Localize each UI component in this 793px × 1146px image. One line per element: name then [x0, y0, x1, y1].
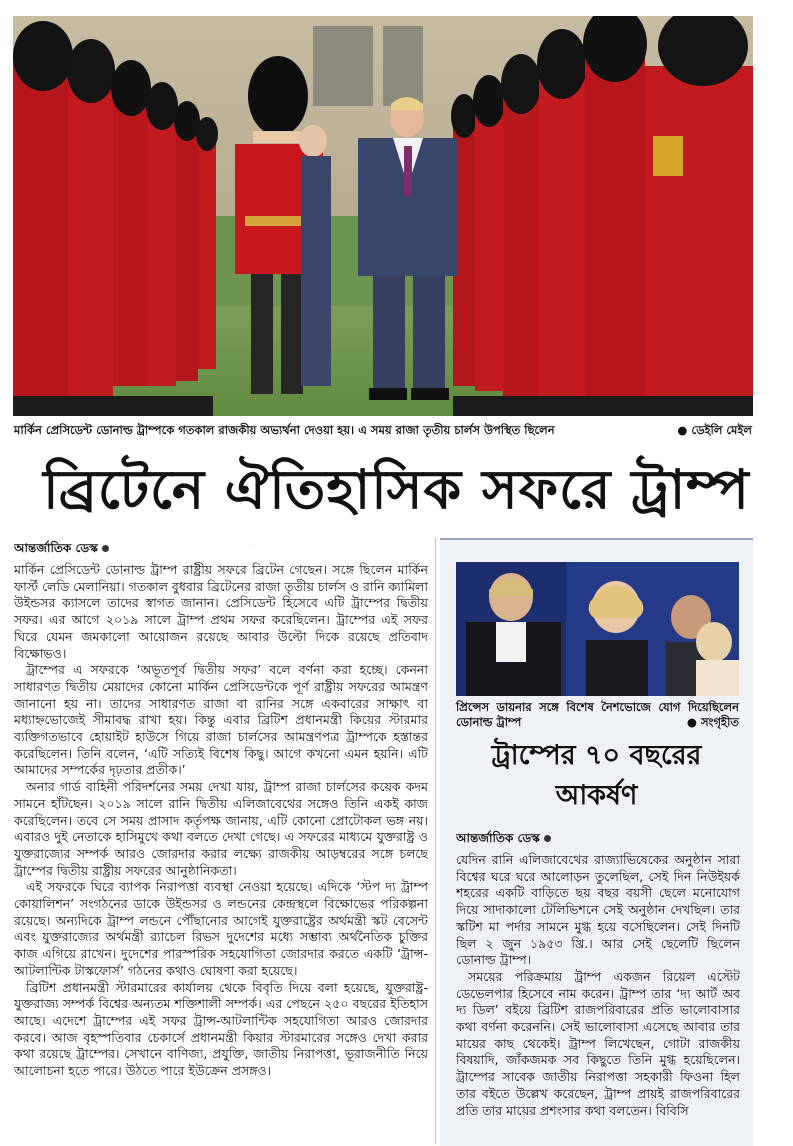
photo-caption: মার্কিন প্রেসিডেন্ট ডোনাল্ড ট্রাম্পকে গতকাল রাজকীয় অভ্যর্থনা দেওয়া হয়। এ সময় রাজা তৃতীয় চার্লস উপস্থিত ছিলেন ● ডেইলি মেইল	[14, 423, 752, 437]
main-article	[14, 540, 428, 1144]
side-headline: ট্রাম্পের ৭০ বছরের আকর্ষণ	[491, 740, 702, 811]
column-divider	[435, 538, 436, 1144]
side-dateline: আন্তর্জাতিক ডেস্ক	[456, 830, 740, 850]
article-paragraph: অনার গার্ড বাহিনী পরিদর্শনের সময় দেখা যায়, ট্রাম্প রাজা চার্লসের কয়েক কদম সামনে হাঁটছেন। ২০১৯ সালে রানি দ্বিতীয় এলিজাবেথের সঙ্গেও তিনি একই কাজ করেছিলেন। তবে সে সময় প্রাসাদ কর্তৃপক্ষ জানায়, এটি কোনো প্রোটোকল ভঙ্গ নয়। এবারও দুই নেতাকে হাসিমুখে কথা বলতে দেখা গেছে। এ সফরের মাধ্যমে যুক্তরাষ্ট্র ও যুক্তরাজ্যের সম্পর্ক আরও জোরদার করার লক্ষ্যে রাজকীয় আড়ম্বরের সঙ্গে চলছে ট্রাম্পের দ্বিতীয় রাষ্ট্রীয় সফরের আনুষ্ঠানিকতা।	[14, 779, 428, 878]
photo-credit: ● ডেইলি মেইল	[677, 423, 752, 437]
bullet-icon	[102, 545, 109, 552]
main-photo	[13, 16, 753, 416]
side-paragraph: সময়ের পরিক্রমায় ট্রাম্প একজন রিয়েল এস্টেট ডেভেলপার হিসেবে নাম করেন। ট্রাম্প তার ‘দ্য আর্ট অব দ্য ডিল’ বইয়ে ব্রিটিশ রাজপরিবারের প্রতি ভালোবাসার কথা বর্ণনা করেননি। সেই ভালোবাসা এসেছে আবার তার মায়ের কাছ থেকেই। ট্রাম্প লিখেছেন, গোটা রাজকীয় বিষয়াদি, জাঁকজমক সব কিছুতে তিনি মুগ্ধ হয়েছিলেন। ট্রাম্পের সাবেক জাতীয় নিরাপত্তা সহকারী ফিওনা হিল তার বইতে উল্লেখ করেছেন, ট্রাম্প প্রায়ই রাজপরিবারের প্রতি তার মায়ের প্রশংসার কথা বলতেন। বিবিসি	[456, 968, 740, 1118]
side-photo	[456, 562, 739, 696]
article-paragraph: মার্কিন প্রেসিডেন্ট ডোনাল্ড ট্রাম্প রাষ্ট্রীয় সফরে ব্রিটেন গেছেন। সঙ্গে ছিলেন মার্কিন ফার্স্ট লেডি মেলানিয়া। গতকাল বুধবার ব্রিটেনের রাজা তৃতীয় চার্লস ও রানি ক্যামিলা উইন্ডসর ক্যাসলে তাদের স্বাগত জানান। প্রেসিডেন্ট হিসেবে এটি ট্রাম্পের দ্বিতীয় সফর। এর আগে ২০১৯ সালে ট্রাম্প প্রথম সফর করেছিলেন। ট্রাম্পের এই সফর ঘিরে যেমন জমকালো আয়োজন রয়েছে আবার উল্টো দিকে রয়েছে প্রতিবাদ বিক্ষোভও।	[14, 562, 428, 661]
page-marker: ·	[250, 542, 252, 549]
article-paragraph: ব্রিটিশ প্রধানমন্ত্রী স্টারমারের কার্যালয় থেকে বিবৃতি দিয়ে বলা হয়েছে, যুক্তরাষ্ট্র-যুক্তরাজ্য সম্পর্ক বিশ্বের অন্যতম শক্তিশালী সম্পর্ক। এর পেছনে ২৫০ বছরের ইতিহাস আছে। এদেশে ট্রাম্পের এই সফর ট্রান্স-আটলান্টিক সহযোগিতা আরও জোরদার করবে। আজ বৃহস্পতিবার চেকার্সে প্রধানমন্ত্রী কিয়ার স্টারমারের সঙ্গেও দেখা করার কথা রয়েছে ট্রাম্পের। সেখানে বাণিজ্য, প্রযুক্তি, জাতীয় নিরাপত্তা, ভূরাজনীতি নিয়ে আলোচনা হতে পারে। উঠতে পারে ইউক্রেন প্রসঙ্গও।	[14, 979, 428, 1079]
article-paragraph: ট্রাম্পের এ সফরকে ‘অভূতপূর্ব দ্বিতীয় সফর’ বলে বর্ণনা করা হচ্ছে। কেননা সাধারণত দ্বিতীয় মেয়াদের কোনো মার্কিন প্রেসিডেন্টকে পূর্ণ রাষ্ট্রীয় সফরের আমন্ত্রণ জানানো হয় না। তাদের সাধারণত রাজা বা রানির সঙ্গে একবারের সাক্ষাৎ বা মধ্যাহ্নভোজেই সীমাবদ্ধ রাখা হয়। কিন্তু এবার ব্রিটিশ প্রধানমন্ত্রী কিয়ের স্টারমার ব্যক্তিগতভাবে হোয়াইট হাউসে গিয়ে রাজা চার্লসের আমন্ত্রণপত্র ট্রাম্পকে হস্তান্তর করেছিলেন। তিনি বলেন, ‘এটি সত্যিই বিশেষ কিছু। আগে কখনো এমন হয়নি। এটি আমাদের সম্পর্কের দৃঢ়তার প্রতীক।’	[14, 662, 428, 778]
headline: ব্রিটেনে ঐতিহাসিক সফরে ট্রাম্প	[43, 458, 750, 521]
side-photo-caption: প্রিন্সেস ডায়নার সঙ্গে বিশেষ নৈশভোজে যোগ দিয়েছিলেন ডোনাল্ড ট্রাম্প ● সংগৃহীত	[456, 700, 739, 729]
dateline: আন্তর্জাতিক ডেস্ক	[14, 540, 428, 560]
side-article	[456, 830, 740, 1146]
side-story	[440, 538, 753, 1146]
bullet-icon	[544, 835, 551, 842]
side-paragraph: যেদিন রানি এলিজাবেথের রাজ্যাভিষেকের অনুষ্ঠান সারা বিশ্বের ঘরে ঘরে আলোড়ন তুলেছিল, সেই দিন নিউইয়র্ক শহরের একটি বাড়িতে ছয় বছর বয়সী ছেলে মনোযোগ দিয়ে সাদাকালো টেলিভিশনে সেই অনুষ্ঠান দেখছিল। তার স্কটিশ মা পর্দার সামনে মুগ্ধ হয়ে বসেছিলেন। সেই দিনটি ছিল ২ জুন ১৯৫৩ খ্রি.। আর সেই ছেলেটি ছিলেন ডোনাল্ড ট্রাম্প।	[456, 852, 740, 968]
article-paragraph: এই সফরকে ঘিরে ব্যাপক নিরাপত্তা ব্যবস্থা নেওয়া হয়েছে। এদিকে ‘স্টপ দ্য ট্রাম্প কোয়ালিশন’ সংগঠনের ডাকে উইন্ডসর ও লন্ডনের কেন্দ্রস্থলে বিক্ষোভের পরিকল্পনা রয়েছে। অন্যদিকে ট্রাম্প লন্ডনে পৌঁছানোর আগেই যুক্তরাষ্ট্রের অর্থমন্ত্রী স্কট বেসেন্ট এবং যুক্তরাজ্যের অর্থমন্ত্রী র‍্যাচেল রিভস দুদেশের মধ্যে সম্ভাব্য অর্থনৈতিক চুক্তির কাজ এগিয়ে রাখেন। দুদেশের পারস্পরিক সহযোগিতা জোরদার করতে একটি ‘ট্রান্স-আটলান্টিক টাস্কফোর্স’ গঠনের কথাও ঘোষণা করা হয়েছে।	[14, 879, 428, 978]
side-photo-credit: ● সংগৃহীত	[686, 715, 739, 729]
